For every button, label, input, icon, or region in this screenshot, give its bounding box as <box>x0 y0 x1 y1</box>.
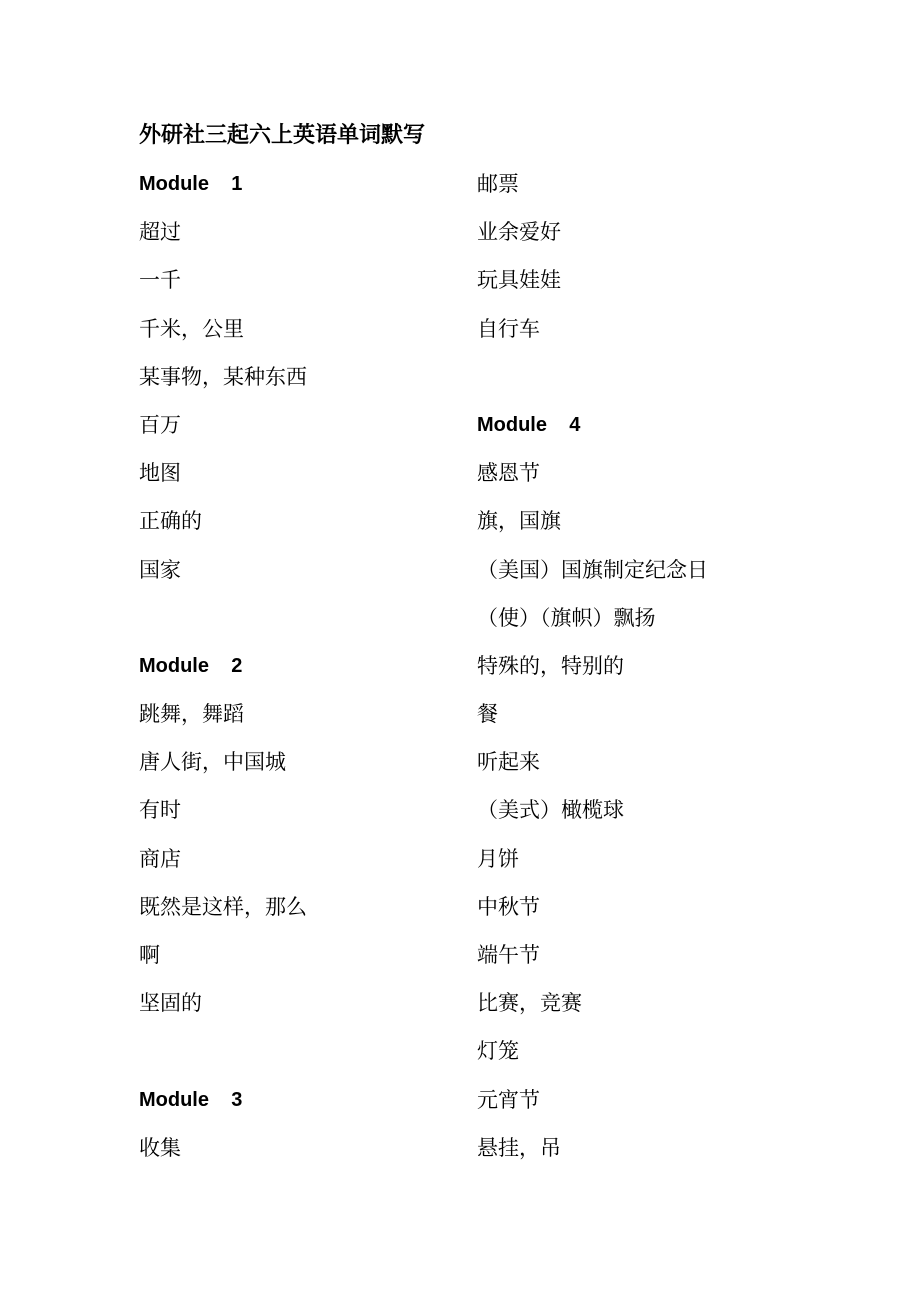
word-item: 商店 <box>139 846 181 871</box>
word-item: 听起来 <box>477 750 540 775</box>
right-word-column <box>477 160 777 1172</box>
word-item: （美国）国旗制定纪念日 <box>477 557 708 582</box>
word-item: 某事物，某种东西 <box>139 364 307 389</box>
word-item: 国家 <box>139 557 181 582</box>
module-heading: Module 4 <box>477 413 581 436</box>
word-item: 悬挂，吊 <box>477 1135 561 1160</box>
word-item: 跳舞，舞蹈 <box>139 702 244 727</box>
word-item: 坚固的 <box>139 991 202 1016</box>
word-item: 千米，公里 <box>139 316 244 341</box>
word-item: 自行车 <box>477 316 540 341</box>
word-item: （美式）橄榄球 <box>477 798 624 823</box>
word-item: 月饼 <box>477 846 519 871</box>
word-item: 唐人街，中国城 <box>139 750 286 775</box>
word-item: 比赛，竞赛 <box>477 991 582 1016</box>
word-item: 餐 <box>477 702 498 727</box>
document-title: 外研社三起六上英语单词默写 <box>139 123 426 148</box>
module-heading: Module 3 <box>139 1088 243 1111</box>
word-item: 既然是这样，那么 <box>139 894 307 919</box>
word-item: 啊 <box>139 943 160 967</box>
word-item: 中秋节 <box>477 894 540 919</box>
word-item: 玩具娃娃 <box>477 268 561 293</box>
word-item: 灯笼 <box>477 1039 519 1064</box>
blank-line <box>139 594 469 642</box>
module-heading: Module 2 <box>139 654 243 677</box>
word-item: 旗，国旗 <box>477 509 561 534</box>
word-item: 元宵节 <box>477 1087 540 1112</box>
word-item: 有时 <box>139 798 181 823</box>
word-item: （使）（旗帜）飘扬 <box>477 605 656 630</box>
word-item: 百万 <box>139 412 181 437</box>
word-item: 收集 <box>139 1135 181 1160</box>
word-item: 一千 <box>139 268 181 293</box>
blank-line <box>139 1027 469 1075</box>
word-item: 业余爱好 <box>477 220 561 245</box>
blank-line <box>477 353 777 401</box>
left-word-column <box>139 160 469 1172</box>
word-item: 邮票 <box>477 172 519 196</box>
word-item: 端午节 <box>477 943 540 967</box>
word-item: 地图 <box>139 461 181 486</box>
module-heading: Module 1 <box>139 173 243 195</box>
word-item: 正确的 <box>139 509 202 534</box>
word-item: 特殊的，特别的 <box>477 653 624 678</box>
word-item: 超过 <box>139 220 181 245</box>
word-item: 感恩节 <box>477 461 540 486</box>
